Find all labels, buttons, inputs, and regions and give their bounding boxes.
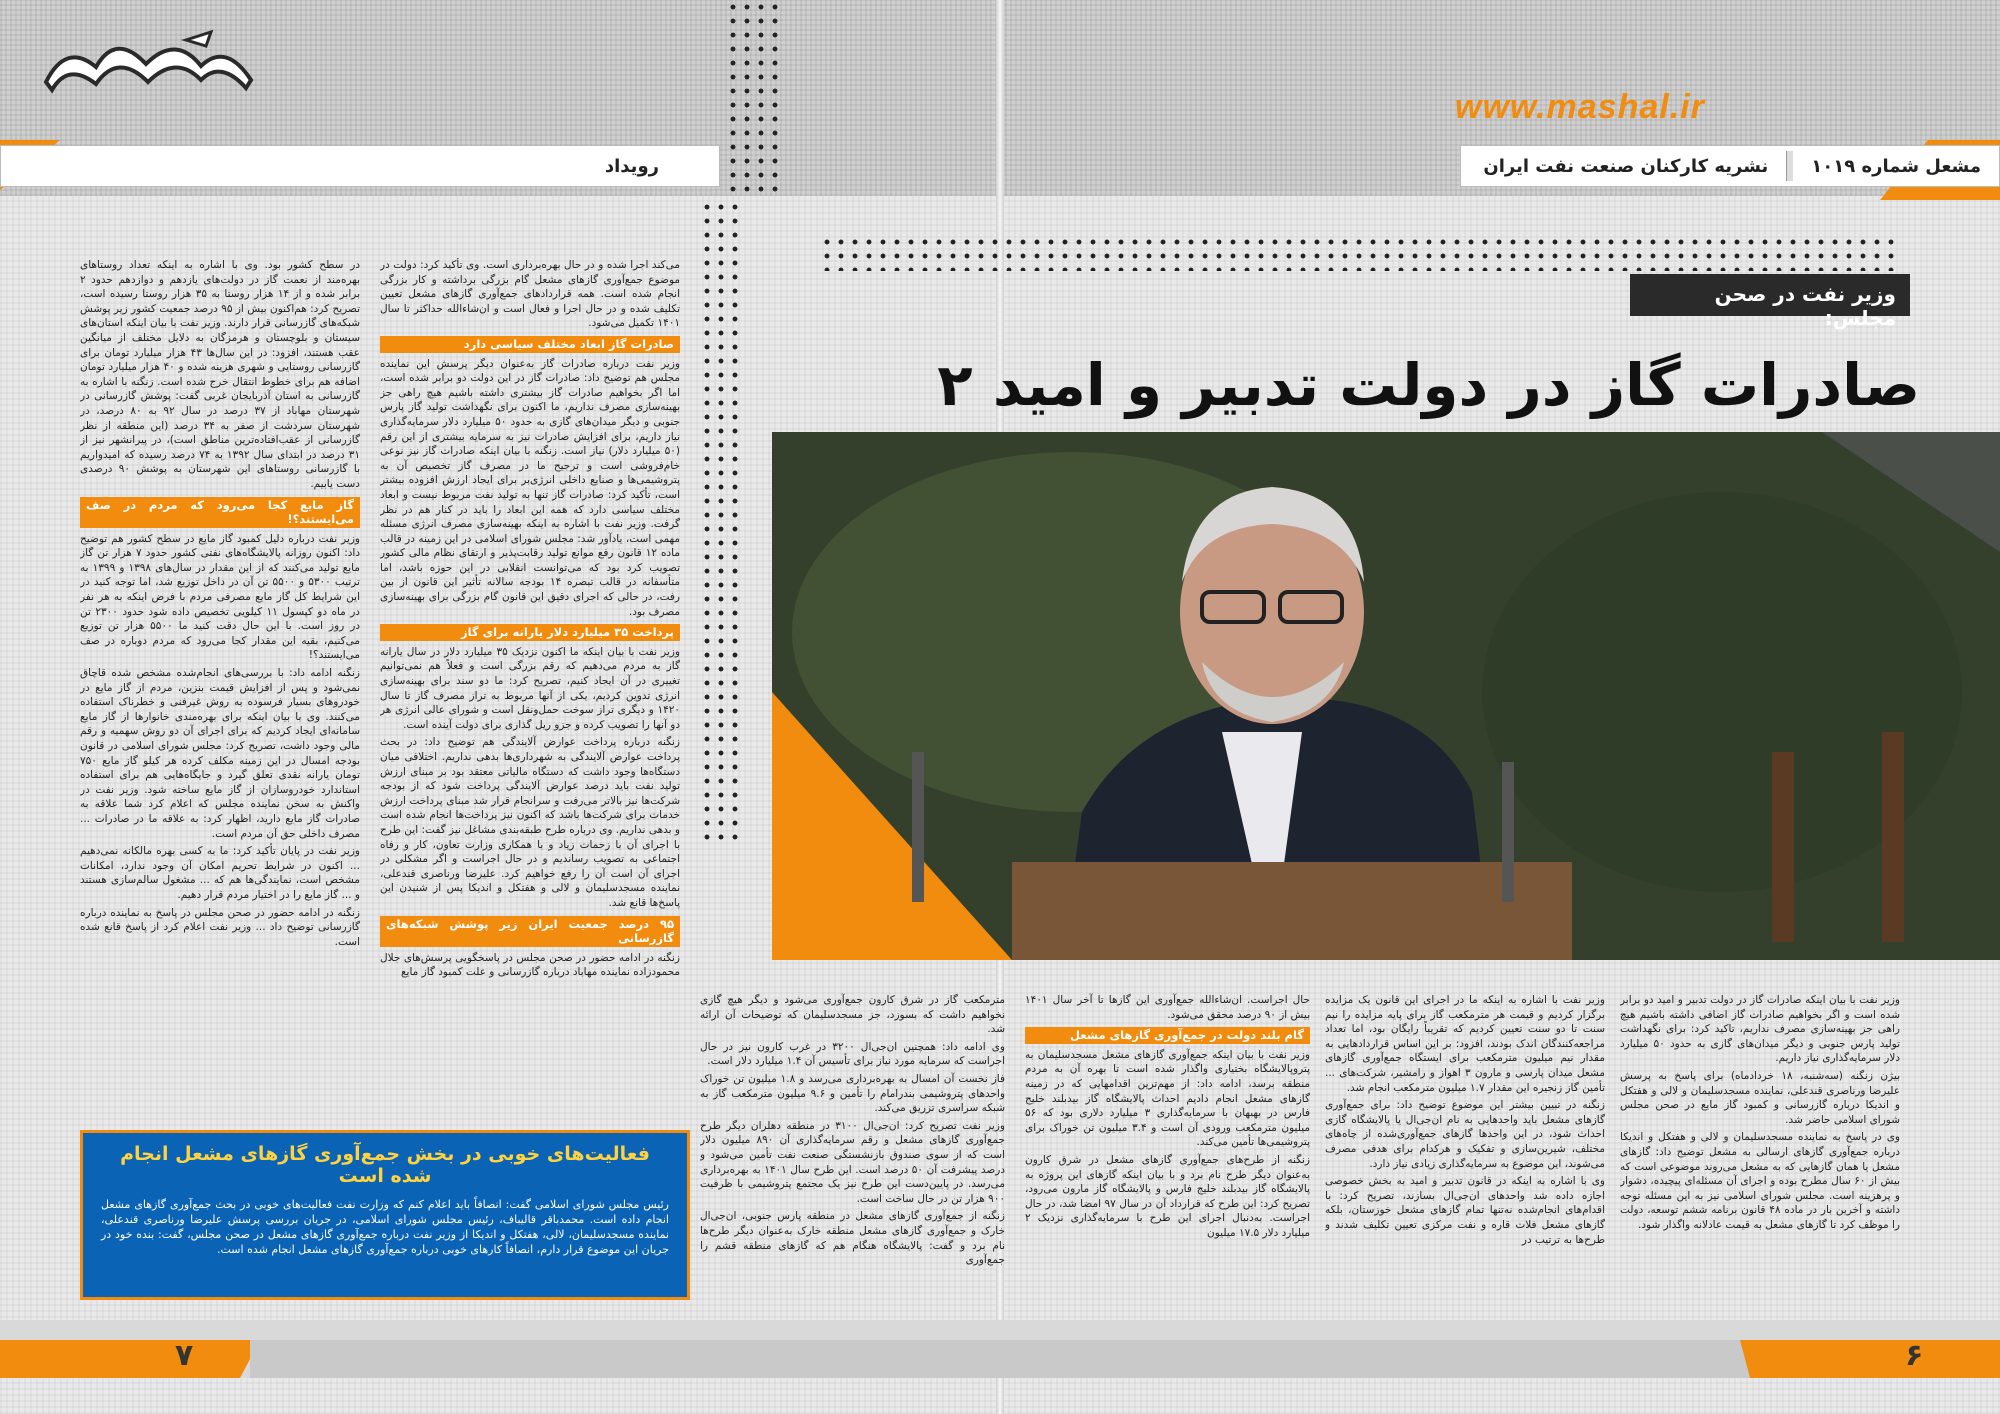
subheading: پرداخت ۳۵ میلیارد دلار یارانه برای گاز bbox=[380, 624, 680, 641]
photo-illustration bbox=[772, 432, 2000, 960]
paragraph: زنگنه در تبیین بیشتر این موضوع توضیح داد: برای جمع‌آوری گازهای مشعل باید واحدهایی به نام ان‌جی‌ال یا پالایشگاه گازی احداث شود، در این واحدها گازهای جمع‌آوری‌شده از چاه‌های مختلف، شیرین‌سازی و تفکیک و هرکدام برای هدفی مصرف می‌شوند، این موضوع به سرمایه‌گذاری زیادی نیاز دارد. bbox=[1325, 1099, 1605, 1170]
paragraph: وزیر نفت درباره دلیل کمبود گاز مایع در سطح کشور هم توضیح داد: اکنون روزانه پالایشگاه‌های نفتی کشور حدود ۷ هزار تن گاز مایع تولید می‌کنند که از این مقدار در سال‌های ۱۳۹۸ و ۱۳۹۹ به ترتیب ۵۳۰۰ و ۵۵۰۰ تن آن در داخل توزیع شد، اما توجه کنید در این شرایط کل گاز مایع مصرفی مردم با فرض اینکه به هر نفر در ماه دو کپسول ۱۱ کیلویی تخصیص داده شود حدود ۲۳۰۰ تن در روز است. با این حال دقت کنید ما ۵۵۰۰ هزار تن توزیع می‌کنیم، بقیه این مقدار کجا می‌رود که مردم دوباره در صف می‌ایستند؟! bbox=[80, 532, 360, 662]
paragraph: وی ادامه داد: همچنین ان‌جی‌ال ۳۲۰۰ در غرب کارون نیز در حال اجراست که سرمایه مورد نیاز برای تأسیس آن ۱.۴ میلیارد دلار است. bbox=[700, 1040, 1005, 1068]
paragraph: زنگنه درباره پرداخت عوارض آلایندگی هم توضیح داد: در بحث پرداخت عوارض آلایندگی به شهرداری‌ها بدهی نداریم. اختلافی میان دستگاه‌ها وجود داشت که دستگاه مالیاتی معتقد بود بر مبنای ارزش تولید نفت باید درصد عوارض آلایندگی پرداخت شود که از بودجه شرکت‌ها نیز بالاتر می‌رفت و سرانجام قرار شد مبنای پرداخت ارزش خدمات برای شرکت‌ها باشد که اکنون نیز پرداخت‌ها انجام شده است و بدهی نداریم. وی درباره طرح طبقه‌بندی مشاغل نیز گفت: این طرح با اجرای آن با زحمات زیاد و با همکاری وزارت تعاون، کار و رفاه اجتماعی به تصویب رساندیم و در حال اجراست و اگر مشکلی در اجرای آن است آن را رفع خواهیم کرد. علیرضا ورناصری قندعلی، نماینده مسجدسلیمان و لالی و هفتکل و اندیکا پس از شنیدن این پاسخ‌ها قانع شد. bbox=[380, 736, 680, 909]
paragraph: زنگنه در ادامه حضور در صحن مجلس در پاسخ به نماینده درباره گازرسانی توضیح داد ... وزیر نفت اعلام کرد از پاسخ قانع شده است. bbox=[80, 906, 360, 948]
paragraph: وی با اشاره به اینکه در قانون تدبیر و امید به بخش خصوصی اجازه داده شد واحدهای ان‌جی‌ال بسازند، تصریح کرد: با اقدام‌های انجام‌شده نه‌تنها تمام گازهای مشعل خوزستان، بلکه گازهای مشعل فلات قاره و نفت مرکزی تعیین تکلیف شدند و طرح‌ها به ترتیب در bbox=[1325, 1175, 1605, 1246]
text-column-r3 bbox=[1025, 993, 1310, 1313]
subheading: گاز مایع کجا می‌رود که مردم در صف می‌ایستند؟! bbox=[80, 497, 360, 528]
footer-left bbox=[0, 1320, 1000, 1378]
sidebar-box-text: رئیس مجلس شورای اسلامی گفت: انصافاً باید اعلام کنم که وزارت نفت فعالیت‌های خوبی در بحث جمع‌آوری گازهای مشعل انجام داده است. محمدباقر قالیباف، رئیس مجلس شورای اسلامی، در جریان بررسی پرسش علیرضا ورناصری قندعلی، نماینده مسجدسلیمان، لالی، هفتکل و اندیکا از وزیر نفت درباره جمع‌آوری گازهای مشعل در صحن مجلس، گفت: بنده خود در جریان این موضوع قرار دارم، انصافاً کارهای خوبی درباره جمع‌آوری گازهای مشعل انجام شده است. bbox=[101, 1198, 669, 1256]
sidebar-box bbox=[80, 1130, 690, 1300]
sidebar-box-title: فعالیت‌های خوبی در بخش جمع‌آوری گازهای مشعل انجام شده است bbox=[120, 1143, 650, 1187]
text-column-l1 bbox=[80, 258, 360, 1118]
paragraph: وزیر نفت با بیان اینکه ما اکنون نزدیک ۳۵ میلیارد دلار در سال یارانه گاز به مردم می‌دهیم که رقم بزرگی است و فعلاً هم نمی‌توانیم تغییری در آن ایجاد کنیم، تصریح کرد: ما دو سند برای بهینه‌سازی انرژی تدوین کردیم، یکی از آنها مربوط به تراز مصرف گاز تا سال ۱۴۲۰ و دیگری تراز سوخت حمل‌ونقل است و شورای عالی انرژی هر دو آنها را تصویب کرده و جزو ریل گذاری برای دولت آینده است. bbox=[380, 645, 680, 731]
paragraph: زنگنه ادامه داد: با بررسی‌های انجام‌شده مشخص شده قاچاق نمی‌شود و پس از افزایش قیمت بنزین، مردم از گاز مایع در خودروهای بسیار فرسوده به روش غیرفنی و خطرناک استفاده می‌کنند. وی با بیان اینکه برای بهره‌مندی خانوارها از گاز مایع سامانه‌ای ایجاد کردیم که برای اجرای آن دو روش سهمیه و رقم مالی وجود داشت، تصریح کرد: مجلس شورای اسلامی در قانون بودجه امسال در این زمینه مکلف کرده هر کیلو گاز مایع ۷۵۰ تومان یارانه نقدی تعلق گیرد و جایگاه‌هایی هم برای استفاده استاندارد خودروسازان از گاز مایع ساخته شود. وزیر نفت در واکنش به سخن نماینده مجلس که اعلام کرد شما علاقه به صادرات گاز مایع دارید، اظهار کرد: به علاقه ما در صادرات ... مصرف داخلی حق آن مردم است. bbox=[80, 667, 360, 840]
divider bbox=[1786, 151, 1793, 181]
footer-right bbox=[1000, 1320, 2000, 1378]
paragraph: زنگنه از جمع‌آوری گازهای مشعل در منطقه پارس جنوبی، ان‌جی‌ال خارک و جمع‌آوری گازهای مشعل منطقه خارک به‌عنوان دیگر طرح‌ها نام برد و گفت: پالایشگاه هنگام هم که گازهای منطقه قشم را جمع‌آوری bbox=[700, 1210, 1005, 1267]
dot-pattern-column bbox=[700, 200, 740, 840]
text-column-r4 bbox=[700, 993, 1005, 1313]
paragraph: وزیر نفت در پایان تأکید کرد: ما به کسی بهره مالکانه نمی‌دهیم ... اکنون در شرایط تحریم امکان آن وجود ندارد، امکانات مشخص است، نمایندگی‌ها هم که ... مشغول سالم‌سازی هستند و ... گاز مایع را در اختیار مردم قرار دهیم. bbox=[80, 845, 360, 901]
article-kicker: وزیر نفت در صحن مجلس: bbox=[1630, 274, 1910, 316]
subheading: ۹۵ درصد جمعیت ایران زیر پوشش شبکه‌های گازرسانی bbox=[380, 916, 680, 947]
paragraph: حال اجراست. ان‌شاءالله جمع‌آوری این گازها تا آخر سال ۱۴۰۱ بیش از ۹۰ درصد محقق می‌شود. bbox=[1025, 994, 1310, 1021]
dot-pattern-row bbox=[820, 235, 1900, 271]
paragraph: زنگنه از طرح‌های جمع‌آوری گازهای مشعل در شرق کارون به‌عنوان دیگر طرح نام برد و با بیان اینکه گازهای این پروژه به پالایشگاه گاز بیدبلند خلیج فارس و پالایشگاه گاز مارون می‌رود، تصریح کرد: این طرح که قرارداد آن در سال ۹۷ امضا شد، در حال اجراست. به‌دنبال اجرای این طرح با سرمایه‌گذاری نزدیک ۲ میلیارد دلار ۱۷.۵ میلیون bbox=[1025, 1153, 1310, 1239]
paragraph: وزیر نفت با اشاره به اینکه ما در اجرای این قانون یک مزایده برگزار کردیم و قیمت هر مترمکعب گاز برای پایه مزایده را نیم سنت تا دو سنت تعیین کردیم که تقریباً رایگان بود، اما تعداد مراجعه‌کنندگان اندک بودند، افزود: بر این اساس قراردادهایی به مقدار نیم میلیون مترمکعب برای ایستگاه جمع‌آوری گازهای مشعل میدان پارسی و مارون ۳ اهواز و رامشیر، شرکت‌های ... تأمین گاز زنجیره این مقدار ۱.۷ میلیون مترمکعب انجام شد. bbox=[1325, 994, 1605, 1094]
footer-right-shape bbox=[1000, 1320, 2000, 1378]
section-label: رویداد bbox=[604, 155, 659, 177]
paragraph: وزیر نفت تصریح کرد: ان‌جی‌ال ۳۱۰۰ در منطقه دهلران دیگر طرح جمع‌آوری گازهای مشعل و رقم سرمایه‌گذاری آن ۸۹۰ میلیون دلار است که از سوی صندوق بازنشستگی صنعت نفت تأمین می‌شود و درصد پیشرفت آن ۵۰ درصد است. این طرح سال ۱۴۰۱ به بهره‌برداری می‌رسد. در پایین‌دست این طرح نیز یک مجتمع پتروشیمی با ظرفیت ۹۰۰ هزار تن در حال ساخت است. bbox=[700, 1119, 1005, 1205]
page-number-left: ۷ bbox=[175, 1338, 194, 1373]
paragraph: وزیر نفت درباره صادرات گاز به‌عنوان دیگر پرسش این نماینده مجلس هم توضیح داد: صادرات گاز در این دولت دو برابر شده است، اما اگر بخواهیم صادرات گاز بیشتری داشته باشیم هیچ راهی جز بهینه‌سازی مصرف نداریم، ما اکنون برای نگهداشت تولید گاز پارس جنوبی و دیگر میدان‌های گازی به حدود ۵۰ میلیارد دلار سرمایه‌گذاری نیاز داریم، برای افزایش صادرات نیز به سرمایه بیشتری از این رقم (۵۰ میلیارد دلار) نیاز است. زنگنه با بیان اینکه صادرات گاز نیز نوعی خام‌فروشی است و ترجیح ما در مصرف گاز تخصیص آن به پتروشیمی‌ها و صنایع داخلی انرژی‌بر برای ایجاد ارزش افزوده بیشتر است، تأکید کرد: صادرات گاز تنها به تولید نفت مربوط نیست و ابعاد مختلف سیاسی دارد که همه این ابعاد را باید در کنار هم در نظر گرفت. وزیر نفت با اشاره به اینکه بهینه‌سازی مصرف انرژی مسئله مهمی است، یادآور شد: مجلس شورای اسلامی در این زمینه در قالب ماده ۱۲ قانون رفع موانع تولید رقابت‌پذیر و ارتقای نظام مالی کشور تصویب کرد بود که می‌توانست انقلابی در این حوزه باشد، اما متأسفانه در قالب تبصره ۱۴ بودجه سالانه تأثیر این قانون از بین رفت، در حالی که اجرای دقیق این قانون گام بزرگی برای بهینه‌سازی مصرف بود. bbox=[380, 357, 680, 618]
text-column-r2 bbox=[1325, 993, 1605, 1313]
text-column-r1 bbox=[1620, 993, 1900, 1313]
paragraph: وی در پاسخ به نماینده مسجدسلیمان و لالی و هفتکل و اندیکا درباره جمع‌آوری گازهای ارسالی به مشعل توضیح داد: گازهای مشعل یا همان گازهایی که به مشعل می‌روند موضوعی است که بیش از ۶۰ سال مطرح بوده و اجرای آن مسئله‌ای پیچیده، دشوار و پرهزینه است. مجلس شورای اسلامی نیز به این مسئله توجه داشته و آخرین بار در ماده ۴۸ قانون برنامه ششم توسعه، دولت را موظف کرد تا گازهای مشعل به قیمت عادلانه واگذار شود. bbox=[1620, 1131, 1900, 1231]
site-url[interactable]: www.mashal.ir bbox=[1455, 88, 1705, 126]
issue-label: مشعل شماره ۱۰۱۹ bbox=[1811, 155, 1981, 177]
paragraph: فاز نخست آن امسال به بهره‌برداری می‌رسد و ۱.۸ میلیون تن خوراک واحدهای پتروشیمی بندرامام را تأمین و ۹.۶ میلیون مترمکعب گاز به شبکه سراسری تزریق می‌کند. bbox=[700, 1072, 1005, 1115]
footer-left-shape bbox=[0, 1320, 1000, 1378]
paragraph: زنگنه در ادامه حضور در صحن مجلس در پاسخگویی پرسش‌های جلال محمودزاده نماینده مهاباد درباره گازرسانی و علت کمبود گاز مایع bbox=[380, 951, 680, 979]
minister-photo bbox=[772, 432, 2000, 960]
paragraph: وزیر نفت با بیان اینکه جمع‌آوری گازهای مشعل مسجدسلیمان به پتروپالایشگاه بختیاری واگذار شده است تا بهره آن به مردم منطقه برسد، ادامه داد: از مهم‌ترین اقدامهایی که در زمینه گازهای مشعل انجام دادیم احداث پالایشگاه گاز بیدبلند خلیج فارس در بهبهان با سرمایه‌گذاری ۳ میلیارد دلاری بود که ۵۶ میلیون مترمکعب ورودی آن است و ۳.۴ میلیون تن خوراک برای پتروشیمی‌ها تأمین می‌کند. bbox=[1025, 1048, 1310, 1149]
paragraph: در سطح کشور بود. وی با اشاره به اینکه تعداد روستاهای بهره‌مند از نعمت گاز در دولت‌های یازدهم و دوازدهم حدود ۲ برابر شده و از ۱۴ هزار روستا به ۳۵ هزار روستا رسیده است، تصریح کرد: هم‌اکنون بیش از ۹۵ درصد جمعیت کشور زیر پوشش شبکه‌های گازرسانی قرار دارند. وزیر نفت با بیان اینکه استان‌های سیستان و بلوچستان و هرمزگان به دلایل مختلف از میانگین عقب هستند، افزود: در این سال‌ها ۴۳ هزار میلیارد تومان برای گازرسانی روستایی و شهری هزینه شده و ۴۰ هزار میلیارد تومان اضافه هم برای خطوط انتقال خرج شده است. زنگنه با اشاره به گازرسانی به استان آذربایجان غربی گفت: پوشش گازرسانی در شهرستان مهاباد از ۳۷ درصد در سال ۹۲ به ۸۰ درصد، در شهرستان سردشت از صفر به ۳۴ درصد (این منطقه از نظر گازرسانی از عقب‌افتاده‌ترین مناطق است)، در پیرانشهر نیز از ۳۱ درصد در ابتدای سال ۱۳۹۲ به ۷۴ درصد رسیده که امیدواریم با گازرسانی روستاهای این شهرستان به پوشش ۹۰ درصدی دست یابیم. bbox=[80, 259, 360, 490]
paragraph: می‌کند اجرا شده و در حال بهره‌برداری است. وی تأکید کرد: دولت در موضوع جمع‌آوری گازهای مشعل گام بزرگی برداشته و کار بزرگی انجام شده است. همه قراردادهای جمع‌آوری گازهای مشعل تعیین تکلیف شده و در حال اجرا و فعال است و ان‌شاءالله حداکثر تا سال ۱۴۰۱ تکمیل می‌شود. bbox=[380, 259, 680, 330]
publication-name: نشریه کارکنان صنعت نفت ایران bbox=[1483, 155, 1769, 177]
subheading: صادرات گاز ابعاد مختلف سیاسی دارد bbox=[380, 336, 680, 353]
paragraph: بیژن زنگنه (سه‌شنبه، ۱۸ خردادماه) برای پاسخ به پرسش علیرضا ورناصری قندعلی، نماینده مسجدسلیمان و لالی و هفتکل و اندیکا درباره گازرسانی و کمبود گاز مایع در صحن مجلس شورای اسلامی حاضر شد. bbox=[1620, 1069, 1900, 1126]
subheading: گام بلند دولت در جمع‌آوری گازهای مشعل bbox=[1025, 1027, 1310, 1044]
section-strip bbox=[0, 145, 720, 187]
issue-strip bbox=[1460, 145, 2000, 187]
paragraph: وزیر نفت با بیان اینکه صادرات گاز در دولت تدبیر و امید دو برابر شده است و اگر بخواهیم صادرات گاز اضافی داشته باشیم هیچ راهی جز بهینه‌سازی مصرف نداریم، تاکید کرد: برای نگهداشت تولید پارس جنوبی و دیگر میدان‌های گازی به حدود ۵۰ میلیارد دلار سرمایه‌گذاری نیاز داریم. bbox=[1620, 994, 1900, 1065]
paragraph: مترمکعب گاز در شرق کارون جمع‌آوری می‌شود و دیگر هیچ گازی نخواهیم داشت که بسوزد، جز مسجدسلیمان که توضیحات آن ارائه شد. bbox=[700, 994, 1005, 1036]
mashal-logo bbox=[36, 22, 261, 102]
text-column-l2 bbox=[380, 258, 680, 1118]
article-headline: صادرات گاز در دولت تدبیر و امید ۲ bbox=[937, 351, 1920, 419]
page-number-right: ۶ bbox=[1905, 1338, 1924, 1373]
dot-pattern bbox=[726, 0, 782, 200]
